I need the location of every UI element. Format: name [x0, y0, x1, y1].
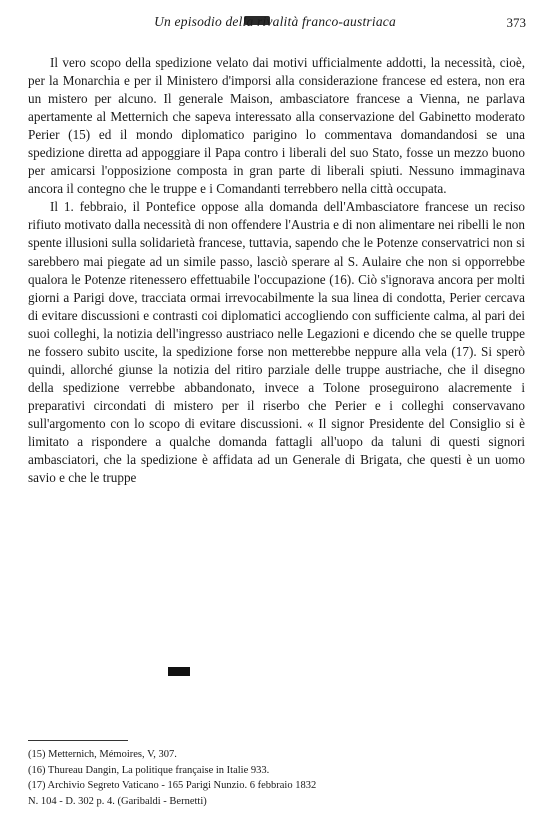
paragraph: Il 1. febbraio, il Pontefice oppose alla domanda dell'Ambasciatore francese un reciso rifiuto motivato dalla necessità di non offendere l'Austria e di non alimentare nei ribelli le non spente illusioni sulla solidarietà francese, tuttavia, sapendo che le Potenze conservatrici non si sarebbero mai piegate ad un simile passo, lasciò sperare al S. Aulaire che non si opporrebbe qualora le Potenze ritenessero effettuabile l'occupazione (16). Ciò s'ignorava ancora per molti giorni a Parigi dove, tracciata ormai irrevocabilmente la sua linea di condotta, Perier cercava di evitare discussioni e contrasti coi diplomatici accogliendo con sufficiente calma, al pari dei suoi colleghi, la notizia dell'ingresso austriaco nelle Legazioni e dicendo che se quelle truppe ne fossero subito uscite, la spedizione forse non metterebbe neppure alla vela (17). Si sperò quindi, allorché giunse la notizia del ritiro parziale delle truppe austriache, che il disegno della spedizione verrebbe abbandonato, invece a Tolone proseguirono alacremente i preparativi circondati di mistero per il riserbo che Perier e i colleghi conservavano sull'argomento con lo scopo di evitare discussioni. « Il signor Presidente del Consiglio si è limitato a rispondere a qualche domanda fattagli all'uopo da taluni di questi signori ambasciatori, che la spedizione è affidata ad un Generale di Brigata, che questi è un uomo savio e che le truppe [28, 199, 525, 486]
footnotes [28, 747, 525, 809]
page-number: 373 [506, 15, 526, 30]
footnote: (17) Archivio Segreto Vaticano - 165 Parigi Nunzio. 6 febbraio 1832 [28, 780, 317, 791]
body-text [28, 54, 525, 487]
footnote-divider [28, 740, 128, 741]
footnote: N. 104 - D. 302 p. 4. (Garibaldi - Bernetti) [28, 795, 207, 807]
running-title: Un episodio della rivalità franco-austriaca [154, 14, 396, 29]
footnote: (15) Metternich, Mémoires, V, 307. [28, 749, 177, 760]
ink-blot [168, 667, 190, 676]
footnote: (16) Thureau Dangin, La politique française in Italie 933. [28, 764, 270, 776]
paragraph: Il vero scopo della spedizione velato dai motivi ufficialmente addotti, la necessità, cioè, per la Monarchia e per il Ministero d'imporsi alla considerazione francese ed estera, non era un mistero per alcuno. Il generale Maison, ambasciatore francese a Vienna, ne parlava apertamente al Metternich che sapeva interessato alla conservazione del Gabinetto moderato Perier (15) ed il mondo diplomatico parigino lo commentava domandandosi se una spedizione diretta ad appoggiare il Papa contro i liberali del suo Stato, fosse un mezzo buono per amicarsi l'opposizione composta in gran parte di liberali spiuti. Nessuno immaginava ancora il contegno che le truppe e i Comandanti terrebbero nella città occupata. [28, 55, 525, 197]
page-header [0, 14, 550, 34]
